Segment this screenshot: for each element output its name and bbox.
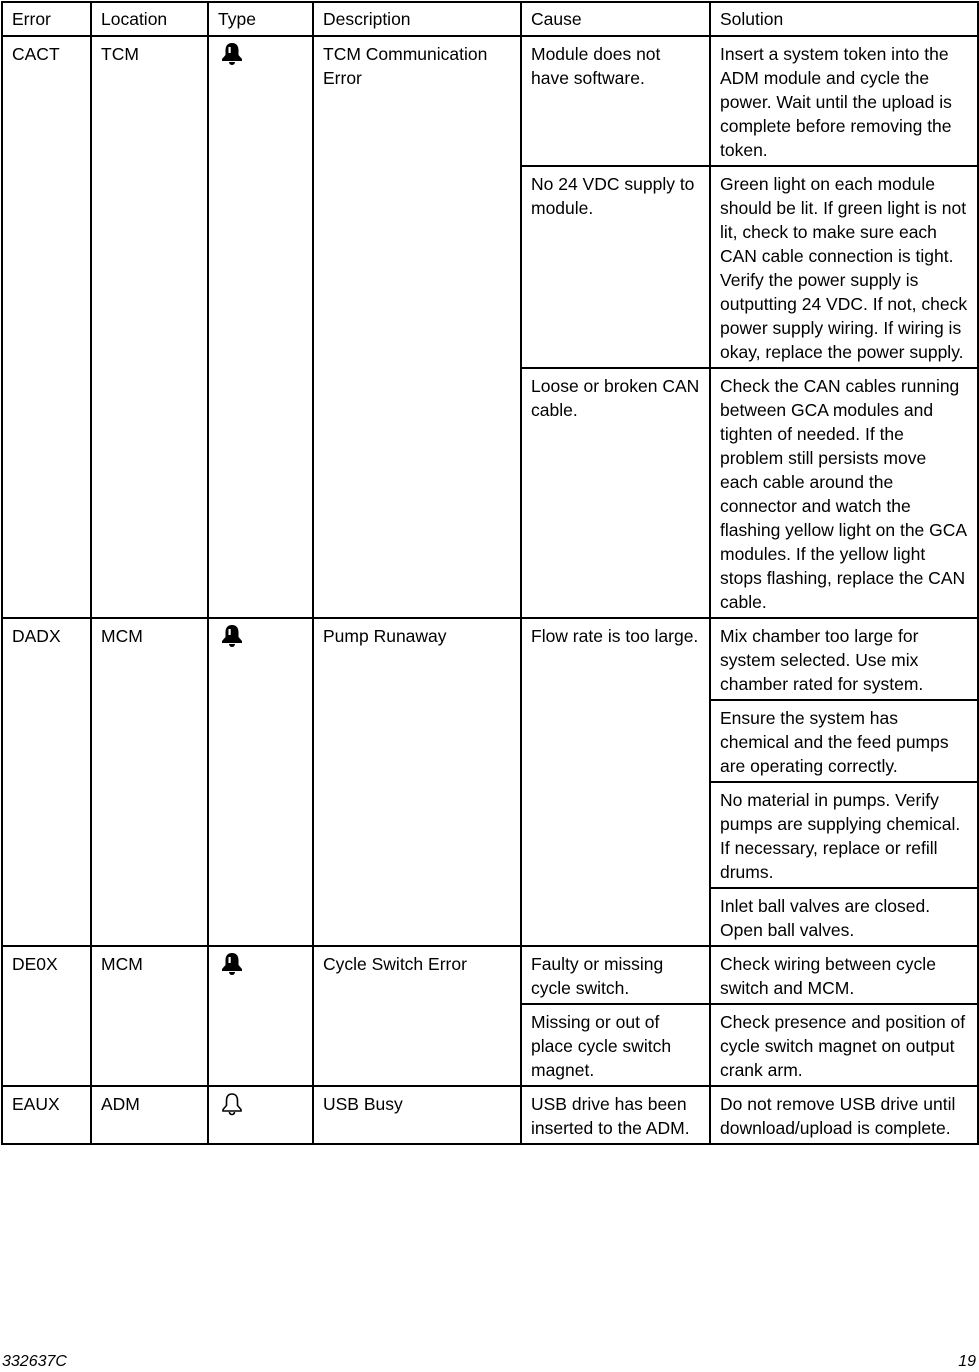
table-row xyxy=(2,946,978,1004)
header-description: Description xyxy=(313,2,521,36)
error-cause: USB drive has been inserted to the ADM. xyxy=(521,1086,710,1144)
error-cause: No 24 VDC supply to module. xyxy=(521,166,710,368)
error-description: USB Busy xyxy=(313,1086,521,1144)
error-cause: Faulty or missing cycle switch. xyxy=(521,946,710,1004)
error-cause: Loose or broken CAN cable. xyxy=(521,368,710,618)
error-solution: Ensure the system has chemical and the feed pumps are operating correctly. xyxy=(710,700,978,782)
alarm-bell-filled-icon xyxy=(219,952,245,976)
error-code: EAUX xyxy=(2,1086,91,1144)
error-solution: Check the CAN cables running between GCA modules and tighten of needed. If the problem still persists move each cable around the connector and watch the flashing yellow light on the GCA modules. If the yellow light stops flashing, replace the CAN cable. xyxy=(710,368,978,618)
error-solution: Check wiring between cycle switch and MCM. xyxy=(710,946,978,1004)
advisory-bell-outline-icon xyxy=(219,1092,245,1116)
error-description: Pump Runaway xyxy=(313,618,521,946)
error-code: CACT xyxy=(2,36,91,618)
error-solution: Insert a system token into the ADM module and cycle the power. Wait until the upload is complete before removing the token. xyxy=(710,36,978,166)
header-location: Location xyxy=(91,2,208,36)
header-solution: Solution xyxy=(710,2,978,36)
error-type xyxy=(208,1086,313,1144)
alarm-bell-filled-icon xyxy=(219,624,245,648)
error-location: MCM xyxy=(91,618,208,946)
error-location: ADM xyxy=(91,1086,208,1144)
error-cause: Flow rate is too large. xyxy=(521,618,710,946)
error-location: TCM xyxy=(91,36,208,618)
table-row xyxy=(2,1086,978,1144)
error-location: MCM xyxy=(91,946,208,1086)
error-description: Cycle Switch Error xyxy=(313,946,521,1086)
error-solution: Mix chamber too large for system selected. Use mix chamber rated for system. xyxy=(710,618,978,700)
error-code-table xyxy=(1,1,979,1145)
table-row xyxy=(2,36,978,166)
error-solution: Check presence and position of cycle switch magnet on output crank arm. xyxy=(710,1004,978,1086)
page-number: 19 xyxy=(958,1353,976,1370)
error-type xyxy=(208,36,313,618)
error-solution: Inlet ball valves are closed. Open ball valves. xyxy=(710,888,978,946)
header-cause: Cause xyxy=(521,2,710,36)
error-solution: No material in pumps. Verify pumps are supplying chemical. If necessary, replace or refill drums. xyxy=(710,782,978,888)
alarm-bell-filled-icon xyxy=(219,42,245,66)
header-error: Error xyxy=(2,2,91,36)
error-cause: Missing or out of place cycle switch magnet. xyxy=(521,1004,710,1086)
error-code: DADX xyxy=(2,618,91,946)
document-number: 332637C xyxy=(2,1353,67,1370)
header-type: Type xyxy=(208,2,313,36)
error-type xyxy=(208,618,313,946)
error-solution: Do not remove USB drive until download/upload is complete. xyxy=(710,1086,978,1144)
error-code: DE0X xyxy=(2,946,91,1086)
error-type xyxy=(208,946,313,1086)
table-row xyxy=(2,618,978,700)
error-cause: Module does not have software. xyxy=(521,36,710,166)
table-header-row xyxy=(2,2,978,36)
error-description: TCM Communication Error xyxy=(313,36,521,618)
error-solution: Green light on each module should be lit. If green light is not lit, check to make sure each CAN cable connection is tight. Verify the power supply is outputting 24 VDC. If not, check power supply wiring. If wiring is okay, replace the power supply. xyxy=(710,166,978,368)
